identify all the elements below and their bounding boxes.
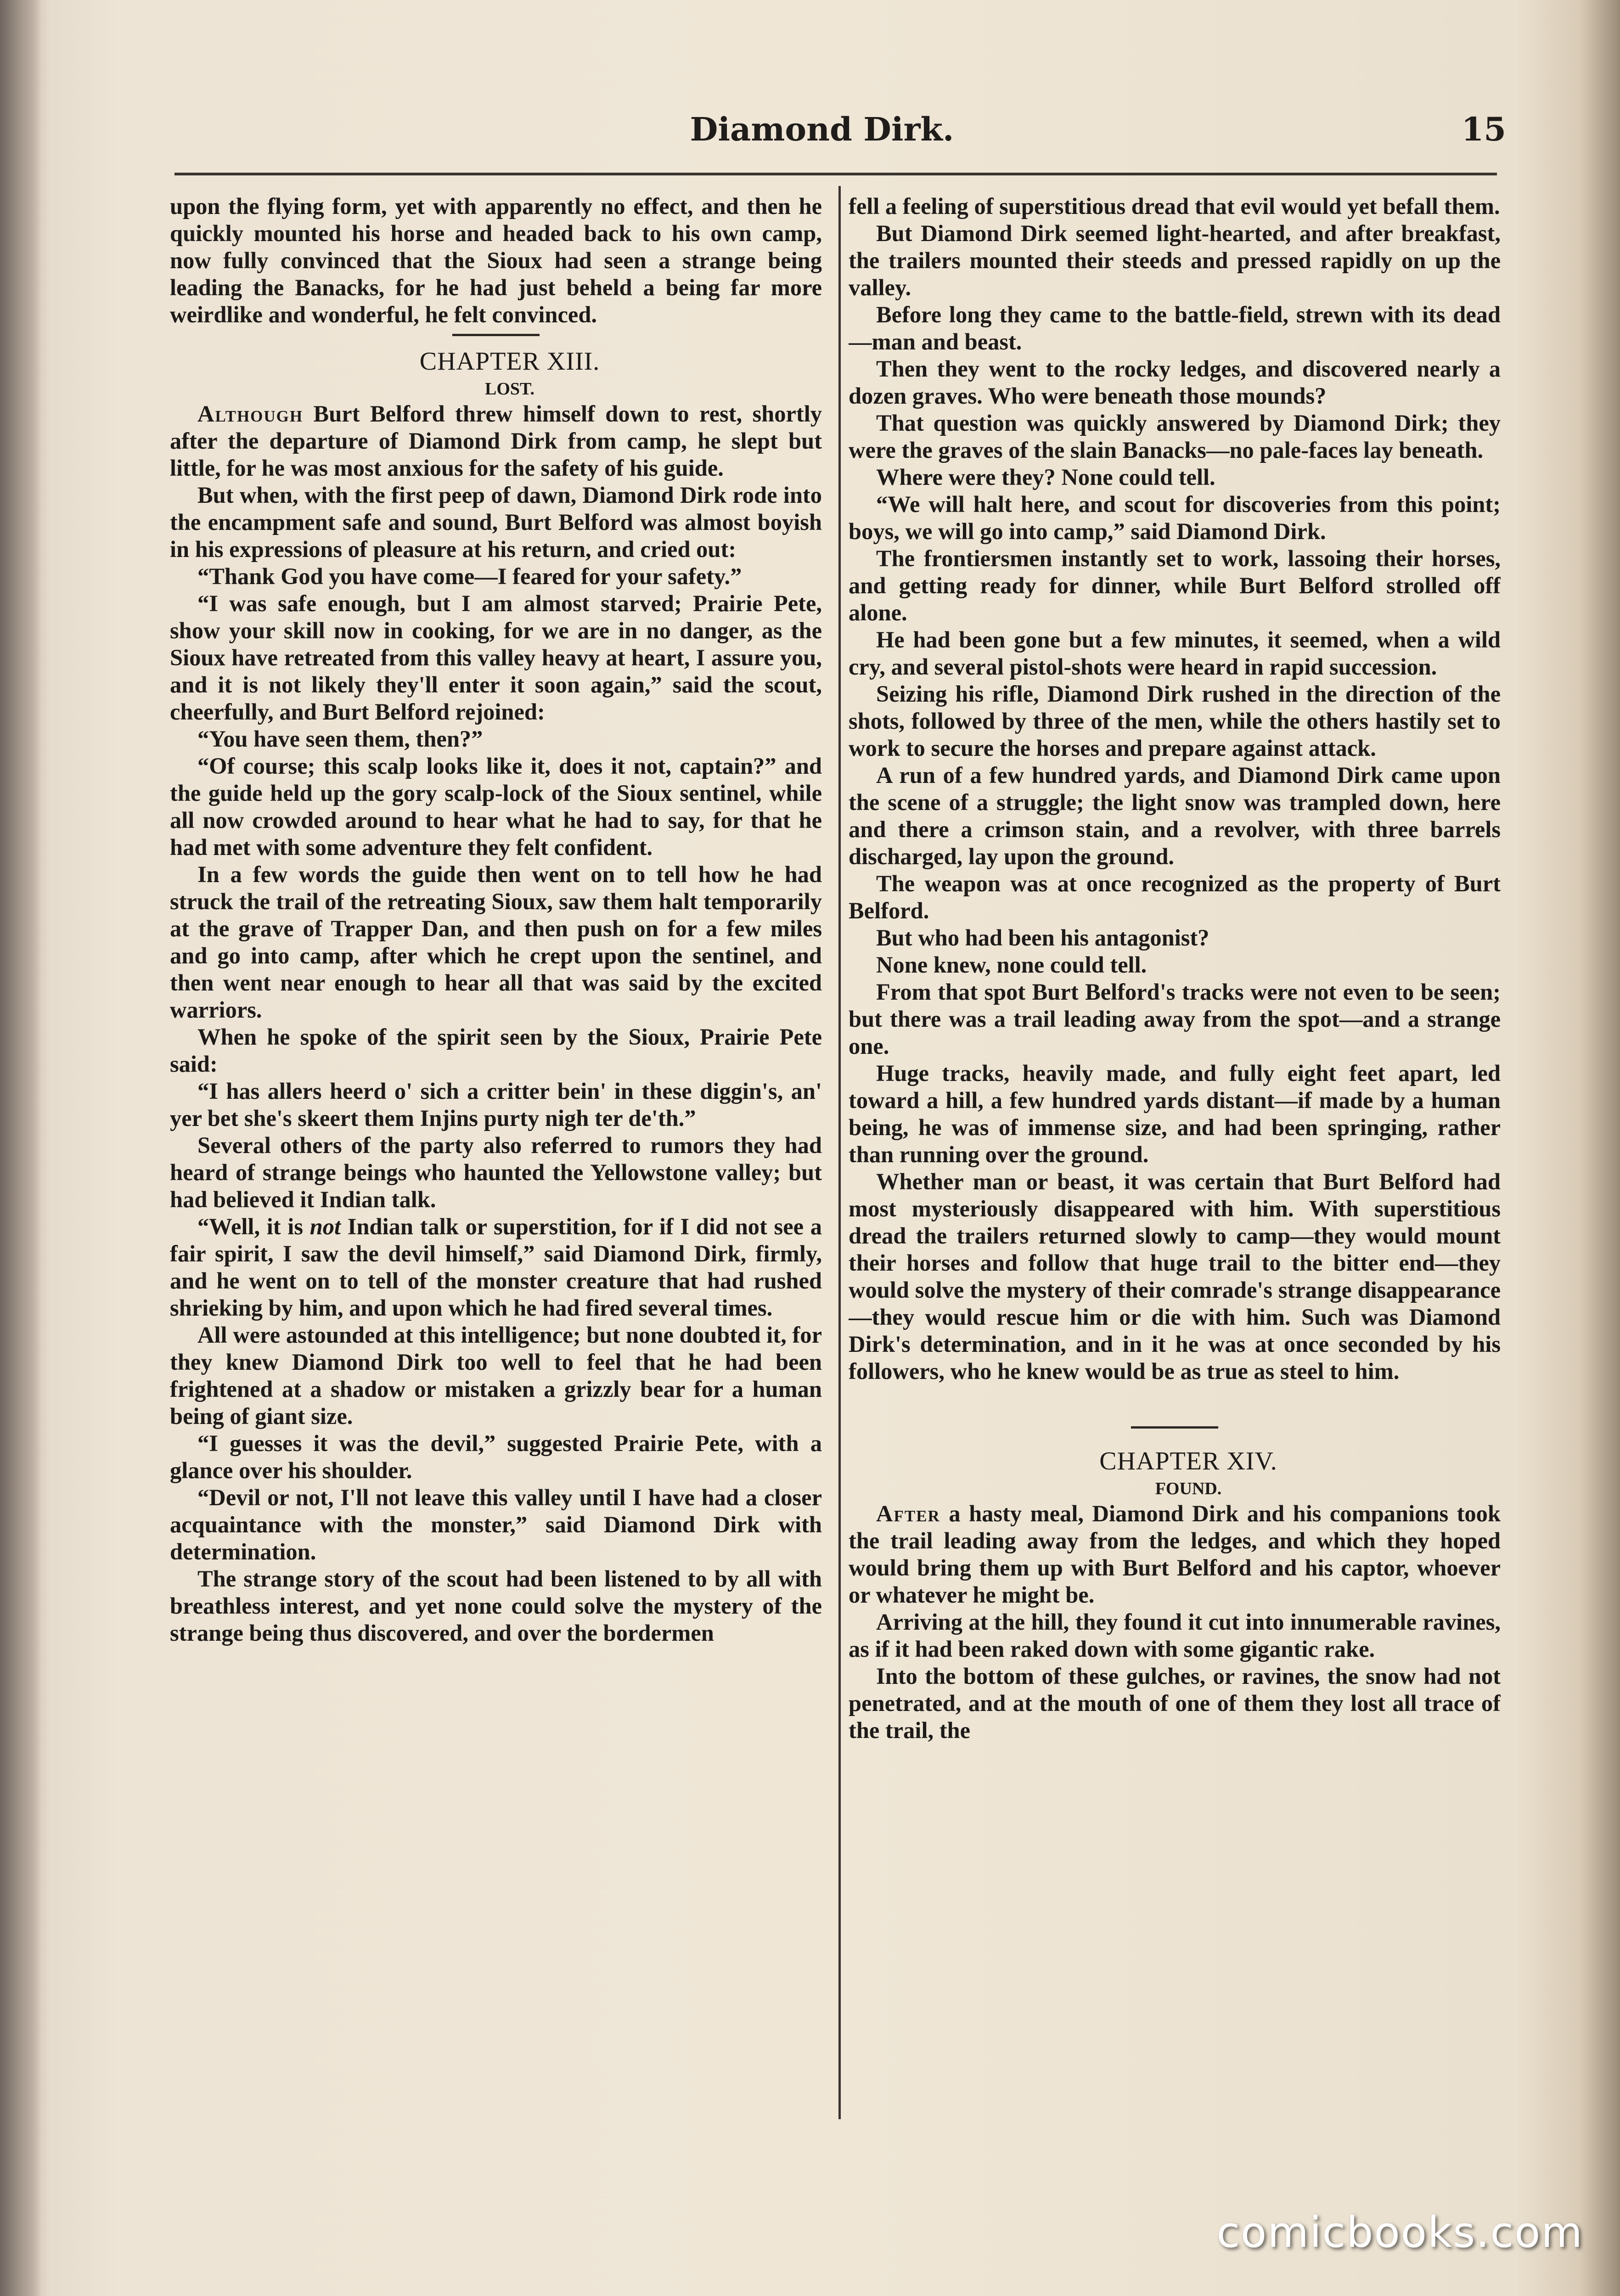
paragraph-text: a hasty meal, Diamond Dirk and his companions took the trail leading away from the ledges, and which they hoped would bring them up with Burt Belford and his captor, whoever or whatever he might be. (849, 1501, 1501, 1608)
chapter-lead-word: After (876, 1501, 940, 1526)
paragraph (170, 1213, 822, 1322)
paragraph: But when, with the first peep of dawn, Diamond Dirk rode into the encampment safe and sound, Burt Belford was almost boyish in his expressions of pleasure at his return, and cried out: (170, 482, 822, 562)
chapter-subtitle: LOST. (484, 379, 535, 399)
paragraph: “Thank God you have come—I feared for your safety.” (197, 563, 742, 589)
site-watermark: comicbooks.com (1216, 2208, 1583, 2257)
paragraph: fell a feeling of superstitious dread that evil would yet befall them. (849, 193, 1500, 219)
paragraph: The strange story of the scout had been listened to by all with breathless interest, and yet none could solve the mystery of the strange being thus discovered, and over the bordermen (170, 1566, 822, 1646)
paragraph: But who had been his antagonist? (876, 925, 1209, 951)
paragraph: Seizing his rifle, Diamond Dirk rushed in the direction of the shots, followed by three of the men, while the others hastily set to work to secure the horses and prepare against attack. (849, 681, 1501, 761)
column-divider (838, 186, 841, 2119)
paragraph: He had been gone but a few minutes, it seemed, when a wild cry, and several pistol-shots were heard in rapid succession. (849, 627, 1501, 680)
paragraph: “I guesses it was the devil,” suggested Prairie Pete, with a glance over his shoulder. (170, 1430, 822, 1483)
paragraph: All were astounded at this intelligence; but none doubted it, for they knew Diamond Dirk too well to feel that he had been frightened at a shadow or mistaken a grizzly bear for a human being of giant size. (170, 1322, 822, 1429)
paragraph-text: “Well, it is (197, 1214, 310, 1239)
header-rule (174, 173, 1497, 175)
chapter-subtitle: FOUND. (1155, 1479, 1222, 1498)
section-rule (452, 334, 540, 336)
paragraph: None knew, none could tell. (876, 952, 1147, 978)
paragraph: A run of a few hundred yards, and Diamond Dirk came upon the scene of a struggle; the light snow was trampled down, here and there a crimson stain, and a revolver, with three barrels discharged, lay upon the ground. (849, 762, 1501, 869)
paragraph-text: Indian talk or superstition, for if I did not see a fair spirit, I saw the devil himself,” said Diamond Dirk, firmly, and he went on to tell of the monster creature that had rushed shrieking by him, and upon which he had fired several times. (170, 1214, 822, 1321)
paragraph: The frontiersmen instantly set to work, lassoing their horses, and getting ready for dinner, while Burt Belford strolled off alone. (849, 546, 1501, 625)
section-rule (1131, 1426, 1218, 1429)
chapter-title: CHAPTER XIII. (419, 347, 600, 376)
paragraph: “Of course; this scalp looks like it, does it not, captain?” and the guide held up the gory scalp-lock of the Sioux sentinel, while all now crowded around to hear what he had to say, for that he had met with some adventure they felt confident. (170, 753, 822, 860)
paragraph: upon the flying form, yet with apparently no effect, and then he quickly mounted his horse and headed back to his own camp, now fully convinced that the Sioux had seen a strange being leading the Banacks, for he had just beheld a being far more weirdlike and wonderful, he felt convinced. (170, 193, 822, 327)
paragraph: Before long they came to the battle-field, strewn with its dead—man and beast. (849, 302, 1501, 355)
paragraph (849, 1500, 1501, 1609)
paragraph: That question was quickly answered by Diamond Dirk; they were the graves of the slain Banacks—no pale-faces lay beneath. (849, 410, 1501, 463)
paragraph: Whether man or beast, it was certain that Burt Belford had most mysteriously disappeared with him. With superstitious dread the trailers returned slowly to camp—they would mount their horses and follow that huge trail to the bitter end—they would solve the mystery of their comrade's strange disappearance—they would rescue him or die with him. Such was Diamond Dirk's determination, and in it he was at once seconded by his followers, who he knew would be as true as steel to him. (849, 1169, 1501, 1384)
paragraph-text: Burt Belford threw himself down to rest, shortly after the departure of Diamond Dirk from camp, he slept but little, for he was most anxious for the safety of his guide. (170, 401, 822, 481)
paragraph: Huge tracks, heavily made, and fully eight feet apart, led toward a hill, a few hundred yards distant—if made by a human being, he was of immense size, and had been springing, rather than running over the ground. (849, 1060, 1501, 1167)
paragraph (170, 400, 822, 482)
page-spine-shadow (0, 0, 41, 2296)
chapter-lead-word: Although (197, 401, 304, 427)
paragraph: Arriving at the hill, they found it cut into innumerable ravines, as if it had been raked down with some gigantic rake. (849, 1609, 1501, 1662)
running-header (147, 96, 1506, 170)
emphasis-text: not (309, 1214, 341, 1239)
paragraph: From that spot Burt Belford's tracks were not even to be seen; but there was a trail leading away from the spot—and a strange one. (849, 979, 1501, 1059)
left-column (170, 193, 822, 2122)
paragraph: When he spoke of the spirit seen by the Sioux, Prairie Pete said: (170, 1024, 822, 1077)
paragraph: “I was safe enough, but I am almost starved; Prairie Pete, show your skill now in cooking, for we are in no danger, as the Sioux have retreated from this valley heavy at heart, I assure you, and it is not likely they'll enter it soon again,” said the scout, cheerfully, and Burt Belford rejoined: (170, 591, 822, 725)
paragraph: “We will halt here, and scout for discoveries from this point; boys, we will go into camp,” said Diamond Dirk. (849, 491, 1501, 544)
paragraph: “Devil or not, I'll not leave this valley until I have had a closer acquaintance with the monster,” said Diamond Dirk with determination. (170, 1485, 822, 1564)
right-column (849, 193, 1501, 2122)
paragraph: “You have seen them, then?” (197, 726, 483, 752)
page-number: 15 (1461, 110, 1506, 148)
chapter-title: CHAPTER XIV. (1099, 1447, 1277, 1475)
paragraph: Several others of the party also referred to rumors they had heard of strange beings who haunted the Yellowstone valley; but had believed it Indian talk. (170, 1132, 822, 1212)
paragraph: Into the bottom of these gulches, or ravines, the snow had not penetrated, and at the mouth of one of them they lost all trace of the trail, the (849, 1663, 1501, 1743)
paragraph: In a few words the guide then went on to tell how he had struck the trail of the retreating Sioux, saw them halt temporarily at the grave of Trapper Dan, and then push on for a few miles and go into camp, after which he crept upon the sentinel, and then went near enough to hear all that was said by the excited warriors. (170, 861, 822, 1023)
running-title: Diamond Dirk. (690, 110, 954, 148)
paragraph: The weapon was at once recognized as the property of Burt Belford. (849, 871, 1501, 923)
paragraph: Where were they? None could tell. (876, 464, 1215, 490)
paragraph: But Diamond Dirk seemed light-hearted, and after breakfast, the trailers mounted their steeds and pressed rapidly on up the valley. (849, 220, 1501, 300)
paragraph: Then they went to the rocky ledges, and discovered nearly a dozen graves. Who were beneath those mounds? (849, 356, 1501, 409)
paragraph: “I has allers heerd o' sich a critter bein' in these diggin's, an' yer bet she's skeert them Injins purty nigh ter de'th.” (170, 1078, 822, 1131)
